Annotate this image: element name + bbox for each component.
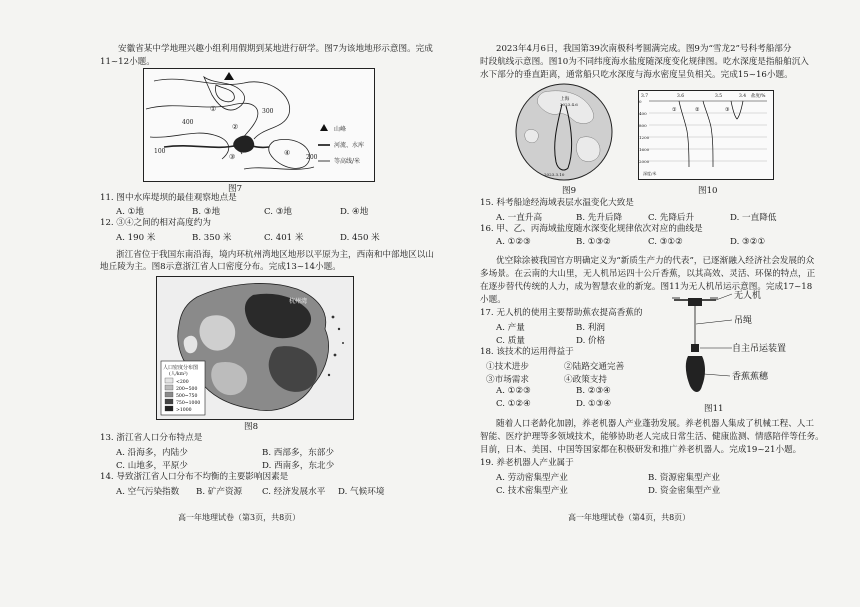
paragraph-robot-2: 智能、医疗护理等多领域技术，能够协助老人完成日常生活、健康监测、情感陪伴等任务。 (480, 432, 824, 442)
q11-option-d: D. ④地 (340, 207, 369, 217)
q13-option-c: C. 山地多，平原少 (116, 461, 188, 471)
q13-option-d: D. 西南多，东北少 (262, 461, 335, 471)
q13-stem: 13. 浙江省人口分布特点是 (100, 433, 203, 443)
q14-option-c: C. 经济发展水平 (262, 487, 326, 497)
q16-option-b: B. ①③② (576, 237, 611, 247)
svg-text:300: 300 (262, 108, 274, 115)
intro-text-2: 时段航线示意图。图10为不同纬度海水盐度随深度变化规律图。吃水深度是指船舶沉入 (480, 57, 809, 67)
q12-stem: 12. ③④之间的相对高度约为 (100, 218, 211, 228)
svg-text:④: ④ (284, 149, 291, 157)
q16-option-d: D. ③②① (730, 237, 766, 247)
q16-stem: 16. 甲、乙、丙海域盐度随水深变化规律依次对应的曲线是 (480, 224, 703, 234)
fig10-unit: 盐度/% (751, 94, 766, 99)
svg-text:②: ② (232, 123, 239, 131)
right-page (430, 0, 860, 607)
figure-11-drone-diagram (666, 290, 806, 400)
q15-option-b: B. 先升后降 (576, 213, 623, 223)
paragraph-robot: 随着人口老龄化加剧，养老机器人产业蓬勃发展。养老机器人集成了机械工程、人工 (496, 419, 814, 429)
q16-option-c: C. ③①② (648, 237, 683, 247)
q14-stem: 14. 导致浙江省人口分布不均衡的主要影响因素是 (100, 472, 289, 482)
fig11-label-drone: 无人机 (734, 291, 762, 301)
left-page-footer: 高一年地理试卷（第3页，共8页） (178, 513, 301, 522)
fig10-curve-2: ② (695, 107, 700, 113)
figure-9-globe-route (514, 82, 614, 182)
paragraph-robot-3: 目前，日本、美国、中国等国家都在积极研发和推广养老机器人。完成19~21小题。 (480, 445, 802, 455)
q12-option-d: D. 450 米 (340, 233, 380, 243)
q17-stem: 17. 无人机的使用主要帮助蕉农提高香蕉的 (480, 308, 643, 318)
legend-contour-label: 等高线/米 (334, 158, 361, 165)
q18-option-b: B. ②③④ (576, 386, 611, 396)
fig10-tick: 1200 (639, 135, 650, 140)
q16-option-a: A. ①②③ (496, 237, 531, 247)
q19-stem: 19. 养老机器人产业属于 (480, 458, 574, 468)
intro-text-2: 11~12小题。 (100, 57, 155, 67)
svg-text:①: ① (210, 105, 217, 113)
q19-option-c: C. 技术密集型产业 (496, 486, 568, 496)
svg-text:200: 200 (306, 154, 318, 161)
figure-11-caption: 图11 (704, 404, 724, 414)
q17-option-c: C. 质量 (496, 336, 525, 346)
q18-option-d: D. ①③④ (576, 399, 612, 409)
q17-option-b: B. 利润 (576, 323, 605, 333)
fig8-legend-title: 人口密度分布图 (163, 365, 199, 371)
fig10-tick: 1600 (639, 147, 650, 152)
q11-option-a: A. ①地 (116, 207, 144, 217)
figure-10-salinity-chart (638, 90, 774, 180)
intro-text: 2023年4月6日，我国第39次南极科考圆满完成。图9为“雪龙2”号科考船部分 (496, 44, 792, 54)
q12-option-c: C. 401 米 (264, 233, 304, 243)
fig10-top-label: 3.5 (715, 94, 722, 99)
right-page-footer: 高一年地理试卷（第4页，共8页） (568, 513, 691, 522)
fig9-label-date-end: 2023.4.6 (560, 102, 578, 107)
fig10-depth-label: 深度/米 (643, 171, 657, 176)
fig8-legend-item: 500~750 (176, 394, 198, 399)
q15-stem: 15. 科考船途经海域表层水温变化大致是 (480, 198, 634, 208)
fig11-label-banana: 香蕉蕉穗 (732, 372, 769, 382)
q14-option-d: D. 气候环境 (338, 487, 385, 497)
fig8-legend-item: 200~500 (176, 387, 198, 392)
svg-text:400: 400 (182, 119, 194, 126)
q12-option-a: A. 190 米 (116, 233, 156, 243)
q13-option-b: B. 西部多，东部少 (262, 448, 334, 458)
intro-text-3: 水下部分的垂直距离，通常船只吃水深度与海水密度呈负相关。完成15~16小题。 (480, 70, 793, 80)
q18-option-c: C. ①②④ (496, 399, 531, 409)
fig10-tick: 800 (639, 123, 647, 128)
svg-text:100: 100 (154, 148, 166, 155)
fig10-curve-3: ③ (725, 107, 730, 113)
paragraph-drone-2: 多场景。在云南的大山里，无人机吊运四十公斤香蕉，以其高效、灵活、环保的特点，正 (480, 269, 816, 279)
q14-option-b: B. 矿产资源 (196, 487, 243, 497)
q14-option-a: A. 空气污染指数 (116, 487, 180, 497)
paragraph-zhejiang-2: 地丘陵为主。图8示意浙江省人口密度分布。完成13~14小题。 (100, 262, 341, 272)
fig10-top-label: 3.6 (677, 94, 684, 99)
q19-option-a: A. 劳动密集型产业 (496, 473, 568, 483)
figure-8-population-map (156, 276, 354, 420)
fig10-tick: 0 (639, 99, 642, 104)
legend-river-label: 河流、水库 (334, 142, 365, 149)
q12-option-b: B. 350 米 (192, 233, 232, 243)
q18-option-a: A. ①②③ (496, 386, 531, 396)
fig10-top-label: 3.7 (641, 94, 648, 99)
q13-option-a: A. 沿海多，内陆少 (116, 448, 188, 458)
fig8-legend-item: >1000 (176, 408, 192, 413)
q15-option-a: A. 一直升高 (496, 213, 543, 223)
fig10-curve-1: ① (672, 107, 677, 113)
q18-choice-3: ③市场需求 (486, 375, 529, 385)
q18-stem: 18. 该技术的运用得益于 (480, 347, 574, 357)
figure-7-caption: 图7 (228, 184, 243, 194)
q15-option-c: C. 先降后升 (648, 213, 695, 223)
figure-9-caption: 图9 (562, 186, 577, 196)
fig8-legend-unit: (人/km²) (169, 372, 188, 377)
intro-text: 安徽省某中学地理兴趣小组利用假期到某地进行研学。图7为该地地形示意图。完成 (118, 44, 433, 54)
q17-option-a: A. 产量 (496, 323, 525, 333)
fig11-label-rope: 吊绳 (734, 316, 753, 326)
fig11-label-device: 自主吊运装置 (732, 344, 787, 354)
q18-choice-2: ②陆路交通完善 (564, 362, 625, 372)
figure-7-contour-map (143, 68, 375, 182)
paragraph-drone: 优空除涂被我国官方明确定义为“新质生产力的代表”，已逐渐融入经济社会发展的众 (496, 256, 815, 266)
q18-choice-4: ④政策支持 (564, 375, 607, 385)
paragraph-drone-3: 在逐步替代传统的人力，成为智慧农业的新宠。图11为无人机吊运示意图。完成17~18 (480, 282, 813, 292)
fig10-top-label: 3.4 (739, 94, 746, 99)
fig8-legend-item: <200 (176, 380, 189, 385)
q19-option-d: D. 资金密集型产业 (648, 486, 721, 496)
q19-option-b: B. 资源密集型产业 (648, 473, 720, 483)
q11-option-b: B. ③地 (192, 207, 221, 217)
paragraph-drone-4: 小题。 (480, 295, 506, 305)
q11-stem: 11. 图中水库堤坝的最佳观察地点是 (100, 193, 237, 203)
place-hangzhou-bay: 杭州湾 (289, 298, 308, 305)
svg-text:③: ③ (229, 153, 236, 161)
paragraph-zhejiang: 浙江省位于我国东南沿海，境内环杭州湾地区地形以平原为主，西南和中部地区以山 (116, 250, 434, 260)
fig9-label-date-start: 2023.3.10 (544, 172, 565, 177)
legend-peak-label: 山峰 (334, 126, 347, 133)
fig9-label-shanghai: 上海 (560, 97, 570, 102)
q11-option-c: C. ③地 (264, 207, 293, 217)
q17-option-d: D. 价格 (576, 336, 606, 346)
fig10-tick: 2000 (639, 159, 650, 164)
figure-8-caption: 图8 (244, 422, 259, 432)
q15-option-d: D. 一直降低 (730, 213, 777, 223)
fig10-tick: 400 (639, 111, 647, 116)
q18-choice-1: ①技术进步 (486, 362, 529, 372)
fig8-legend-item: 750~1000 (176, 401, 201, 406)
figure-10-caption: 图10 (698, 186, 718, 196)
